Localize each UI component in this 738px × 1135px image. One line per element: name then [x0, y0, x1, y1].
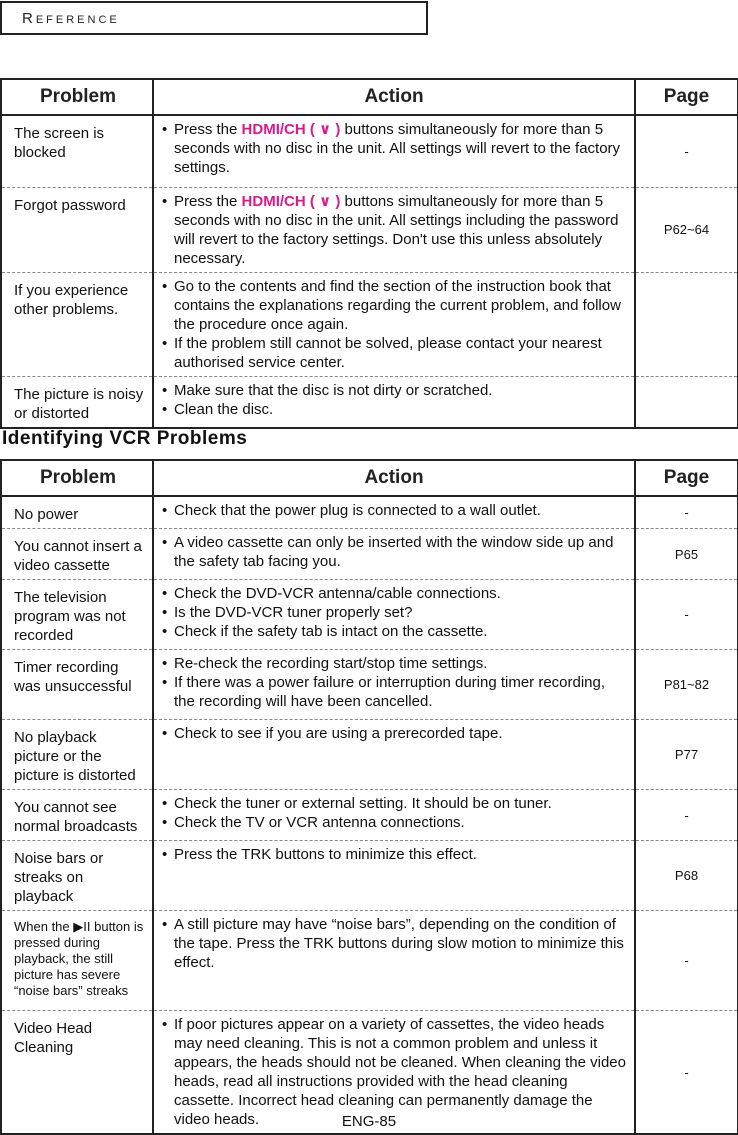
page-cell: P62~64	[635, 187, 738, 272]
problem-cell: No power	[1, 496, 153, 529]
problem-column-header: Problem	[1, 79, 153, 115]
page-cell	[635, 272, 738, 376]
bullet-icon: •	[162, 400, 168, 418]
action-text: A video cassette can only be inserted with the window side up and the safety tab facing you.	[174, 534, 614, 570]
action-text: Check the tuner or external setting. It should be on tuner.	[174, 795, 552, 812]
problem-cell: Noise bars or streaks on playback	[1, 841, 153, 911]
page-cell: P81~82	[635, 650, 738, 720]
page-column-header: Page	[635, 460, 738, 496]
problem-cell: No playback picture or the picture is distorted	[1, 720, 153, 790]
action-text: buttons simultaneously for more than 5 seconds with no disc in the unit. All settings including the password will revert to the factory settings. Don't use this unless absolutely necessary.	[174, 192, 619, 267]
action-cell	[153, 580, 635, 650]
problem-cell: The picture is noisy or distorted	[1, 376, 153, 428]
problem-cell: Forgot password	[1, 187, 153, 272]
problem-cell: Timer recording was unsuccessful	[1, 650, 153, 720]
action-bullet	[162, 813, 626, 832]
table-header-row	[1, 79, 738, 115]
table-row	[1, 187, 738, 272]
table-header-row	[1, 460, 738, 496]
action-bullet	[162, 603, 626, 622]
hdmi-ch-button-label: HDMI/CH ( ∨ )	[241, 121, 341, 138]
action-bullet	[162, 915, 626, 972]
bullet-icon: •	[162, 192, 168, 210]
action-text: If there was a power failure or interruption during timer recording, the recording will have been cancelled.	[174, 674, 606, 710]
bullet-icon: •	[162, 623, 168, 640]
table-row	[1, 911, 738, 1011]
table-row	[1, 720, 738, 790]
action-bullet	[162, 120, 626, 177]
page-cell: -	[635, 580, 738, 650]
table-row	[1, 790, 738, 841]
action-text: Go to the contents and find the section of the instruction book that contains the explanations regarding the current problem, and follow the procedure once again.	[174, 277, 621, 333]
table-row	[1, 272, 738, 376]
table-row	[1, 580, 738, 650]
dvd-troubleshooting-table	[0, 78, 738, 429]
bullet-icon: •	[162, 585, 168, 602]
section-title: Identifying VCR Problems	[2, 428, 248, 449]
action-text: Check that the power plug is connected to a wall outlet.	[174, 502, 541, 519]
bullet-icon: •	[162, 814, 168, 831]
problem-cell: When the ▶II button is pressed during playback, the still picture has severe “noise bars” streaks	[1, 911, 153, 1011]
action-text: Re-check the recording start/stop time settings.	[174, 655, 488, 672]
action-cell	[153, 790, 635, 841]
table-row	[1, 496, 738, 529]
bullet-icon: •	[162, 502, 168, 519]
action-text: If the problem still cannot be solved, please contact your nearest authorised service center.	[174, 334, 602, 371]
action-bullet	[162, 673, 626, 711]
action-column-header: Action	[153, 79, 635, 115]
bullet-icon: •	[162, 381, 168, 399]
action-cell	[153, 529, 635, 580]
table-row	[1, 376, 738, 428]
page-cell: -	[635, 1011, 738, 1135]
action-cell	[153, 376, 635, 428]
action-bullet	[162, 654, 626, 673]
page-column-header: Page	[635, 79, 738, 115]
problem-cell: You cannot see normal broadcasts	[1, 790, 153, 841]
action-bullet	[162, 277, 626, 334]
action-cell	[153, 272, 635, 376]
action-bullet	[162, 533, 626, 571]
action-text: Make sure that the disc is not dirty or scratched.	[174, 381, 493, 399]
action-column-header: Action	[153, 460, 635, 496]
page-cell: -	[635, 911, 738, 1011]
vcr-troubleshooting-table	[0, 459, 738, 1135]
page-cell: P77	[635, 720, 738, 790]
table-row	[1, 650, 738, 720]
problem-cell: You cannot insert a video cassette	[1, 529, 153, 580]
action-text: Is the DVD-VCR tuner properly set?	[174, 604, 413, 621]
action-cell	[153, 496, 635, 529]
bullet-icon: •	[162, 1016, 168, 1033]
bullet-icon: •	[162, 334, 168, 352]
page-cell: P65	[635, 529, 738, 580]
bullet-icon: •	[162, 674, 168, 691]
bullet-icon: •	[162, 725, 168, 742]
page-cell: -	[635, 790, 738, 841]
action-bullet	[162, 192, 626, 268]
action-cell	[153, 115, 635, 187]
page-cell	[635, 376, 738, 428]
action-text: Press the	[174, 121, 242, 138]
problem-cell: The screen is blocked	[1, 115, 153, 187]
problem-cell: The television program was not recorded	[1, 580, 153, 650]
action-cell	[153, 650, 635, 720]
problem-column-header: Problem	[1, 460, 153, 496]
table-row	[1, 529, 738, 580]
bullet-icon: •	[162, 277, 168, 295]
bullet-icon: •	[162, 795, 168, 812]
table-row	[1, 115, 738, 187]
action-bullet	[162, 400, 626, 419]
problem-cell: Video Head Cleaning	[1, 1011, 153, 1135]
action-text: Clean the disc.	[174, 400, 274, 418]
action-text: Check the TV or VCR antenna connections.	[174, 814, 465, 831]
action-bullet	[162, 1015, 626, 1129]
action-bullet	[162, 584, 626, 603]
action-text: Check the DVD-VCR antenna/cable connections.	[174, 585, 501, 602]
action-text: Press the	[174, 192, 242, 210]
action-bullet	[162, 501, 626, 520]
action-bullet	[162, 794, 626, 813]
action-bullet	[162, 622, 626, 641]
action-cell	[153, 911, 635, 1011]
section-header-title: Reference	[22, 10, 120, 27]
action-bullet	[162, 845, 626, 864]
bullet-icon: •	[162, 121, 168, 138]
action-cell	[153, 187, 635, 272]
action-text: Check to see if you are using a prerecorded tape.	[174, 725, 503, 742]
action-bullet	[162, 381, 626, 400]
page-number: ENG-85	[341, 1113, 397, 1130]
page-cell: P68	[635, 841, 738, 911]
table-row	[1, 841, 738, 911]
action-cell	[153, 841, 635, 911]
page-cell: -	[635, 115, 738, 187]
chevron-down-icon: ∨	[319, 121, 332, 138]
bullet-icon: •	[162, 534, 168, 551]
chevron-down-icon: ∨	[319, 192, 332, 210]
bullet-icon: •	[162, 916, 168, 933]
section-header-box	[0, 1, 428, 35]
action-cell	[153, 720, 635, 790]
problem-cell: If you experience other problems.	[1, 272, 153, 376]
action-text: buttons simultaneously for more than 5 seconds with no disc in the unit. All settings will revert to the factory settings.	[174, 121, 621, 176]
action-bullet	[162, 334, 626, 372]
page-cell: -	[635, 496, 738, 529]
action-text: Press the TRK buttons to minimize this effect.	[174, 846, 477, 863]
bullet-icon: •	[162, 604, 168, 621]
action-bullet	[162, 724, 626, 743]
action-text: Check if the safety tab is intact on the cassette.	[174, 623, 488, 640]
play-pause-icon: ▶II	[73, 919, 91, 934]
bullet-icon: •	[162, 655, 168, 672]
action-text: A still picture may have “noise bars”, depending on the condition of the tape. Press the TRK buttons during slow motion to minimize this effect.	[174, 916, 624, 971]
action-text: If poor pictures appear on a variety of cassettes, the video heads may need cleaning. This is not a common problem and unless it appears, the heads should not be cleaned. When cleaning the video heads, read all instructions provided with the head cleaning cassette. Incorrect head cleaning can permanently damage the video heads.	[174, 1016, 626, 1128]
bullet-icon: •	[162, 846, 168, 863]
hdmi-ch-button-label: HDMI/CH ( ∨ )	[241, 192, 341, 210]
